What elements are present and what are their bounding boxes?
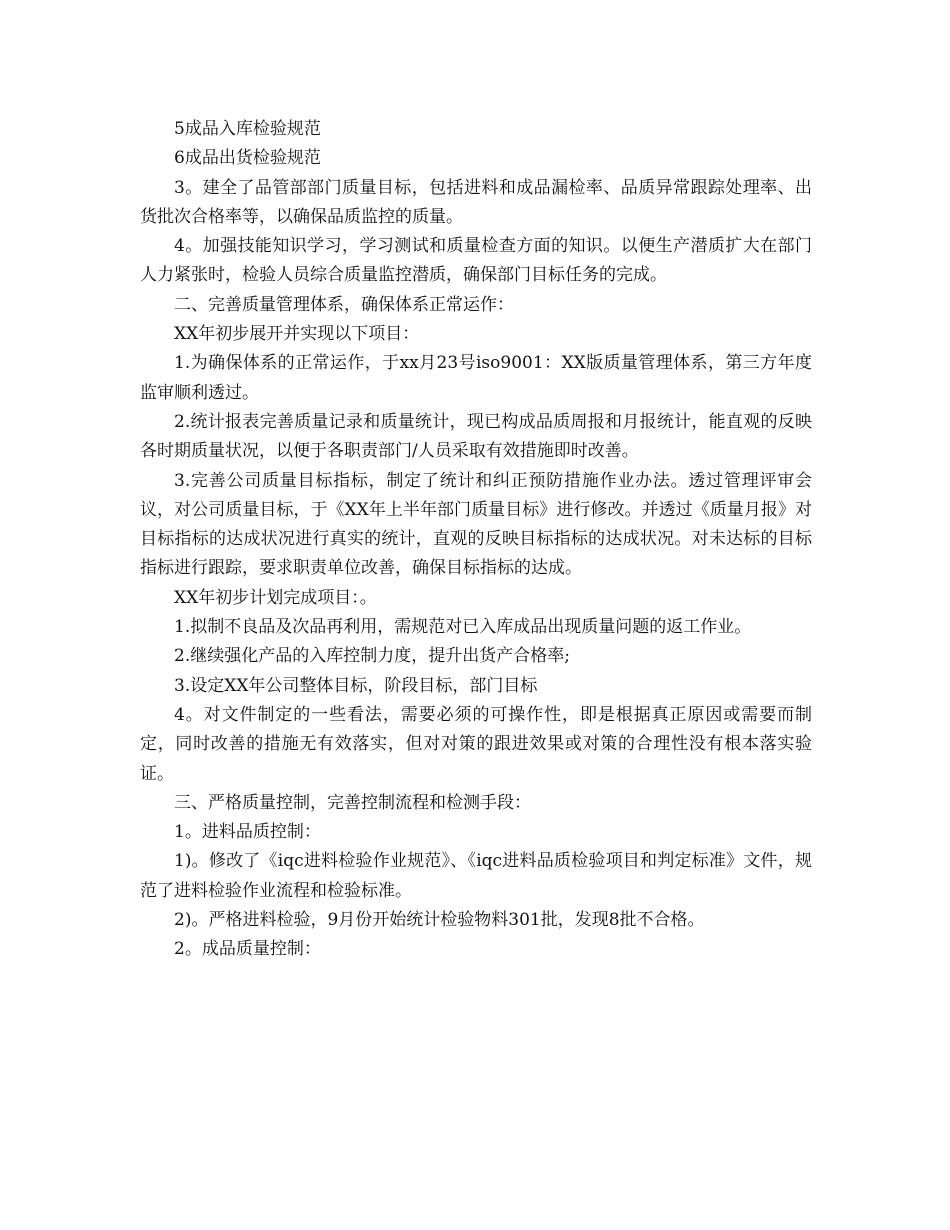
section-heading: 三、严格质量控制，完善控制流程和检测手段： <box>174 792 531 813</box>
paragraph: 3.完善公司质量目标指标，制定了统计和纠正预防措施作业办法。透过管理评审会议，对公司质量目标，于《XX年上半年部门质量目标》进行修改。并透过《质量月报》对目标指标的达成状况进行真实的统计，直观的反映目标指标的达成状况。对未达标的目标指标进行跟踪，要求职责单位改善，确保目标指标的达成。 <box>140 470 812 579</box>
paragraph: 2.统计报表完善质量记录和质量统计，现已构成品质周报和月报统计，能直观的反映各时期质量状况，以便于各职责部门/人员采取有效措施即时改善。 <box>140 411 812 462</box>
paragraph: XX年初步计划完成项目：。 <box>174 587 377 608</box>
paragraph: 6成品出货检验规范 <box>174 148 321 169</box>
paragraph: 4。对文件制定的一些看法，需要必须的可操作性，即是根据真正原因或需要而制定，同时改善的措施无有效落实，但对对策的跟进效果或对策的合理性没有根本落实验证。 <box>140 704 812 784</box>
paragraph: 2)。严格进料检验，9月份开始统计检验物料301批，发现8批不合格。 <box>174 910 705 931</box>
paragraph: 1.为确保体系的正常运作，于xx月23号iso9001：XX版质量管理体系，第三方年度监审顺利透过。 <box>140 353 812 403</box>
paragraph: 2.继续强化产品的入库控制力度，提升出货产合格率; <box>174 646 570 667</box>
section-heading: 二、完善质量管理体系，确保体系正常运作： <box>174 294 514 315</box>
paragraph: XX年初步展开并实现以下项目： <box>174 324 420 345</box>
paragraph: 5成品入库检验规范 <box>174 119 321 139</box>
paragraph: 3。建全了品管部部门质量目标，包括进料和成品漏检率、品质异常跟踪处理率、出货批次合格率等，以确保品质监控的质量。 <box>140 177 812 227</box>
paragraph: 3.设定XX年公司整体目标，阶段目标，部门目标 <box>174 675 538 696</box>
paragraph: 1。进料品质控制： <box>174 822 321 843</box>
paragraph: 2。成品质量控制： <box>174 939 321 960</box>
paragraph: 4。加强技能知识学习，学习测试和质量检查方面的知识。以便生产潜质扩大在部门人力紧张时，检验人员综合质量监控潜质，确保部门目标任务的完成。 <box>140 236 812 286</box>
document-body <box>140 115 812 965</box>
paragraph: 1)。修改了《iqc进料检验作业规范》、《iqc进料品质检验项目和判定标准》文件，规范了进料检验作业流程和检验标准。 <box>140 851 812 901</box>
paragraph: 1.拟制不良品及次品再利用，需规范对已入库成品出现质量问题的返工作业。 <box>174 617 752 638</box>
